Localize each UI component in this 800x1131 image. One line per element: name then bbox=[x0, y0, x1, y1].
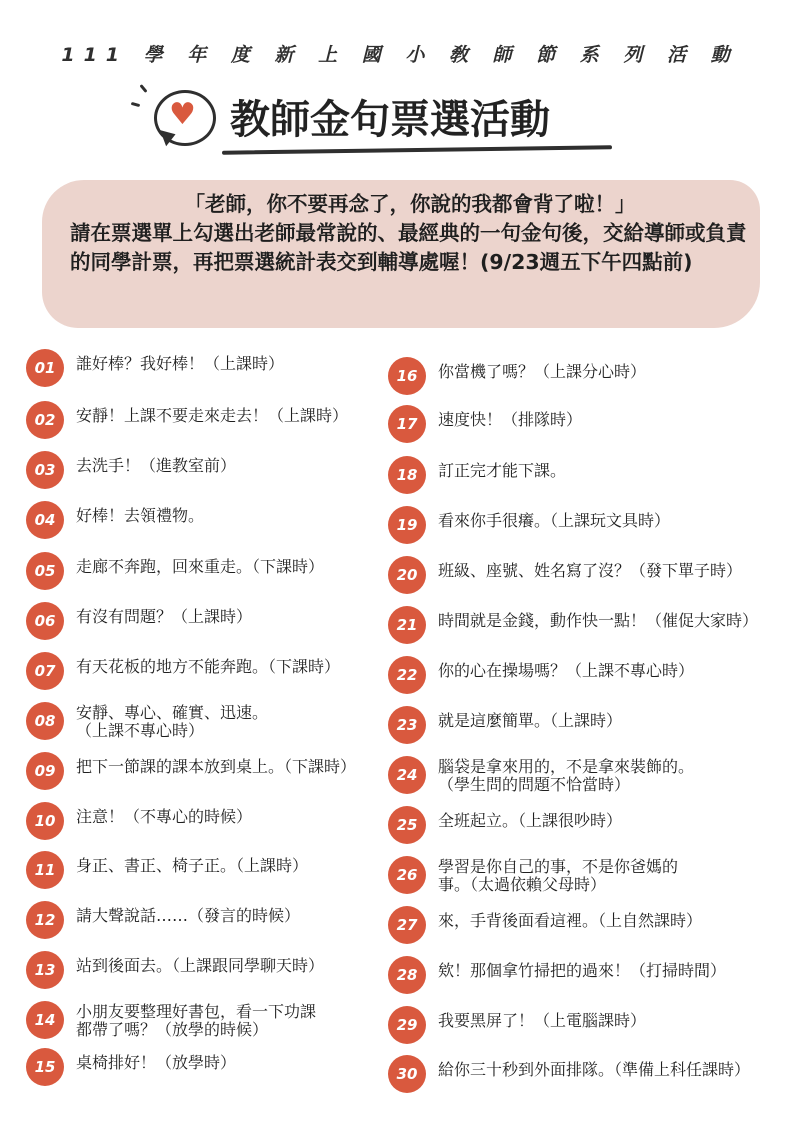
item-number-badge: 07 bbox=[26, 652, 64, 690]
quote-item bbox=[26, 447, 436, 495]
item-number-badge: 02 bbox=[26, 401, 64, 439]
item-text: 安靜！上課不要走來走去！（上課時） bbox=[76, 406, 349, 425]
quote-item bbox=[388, 852, 798, 900]
item-text: 全班起立。（上課很吵時） bbox=[438, 811, 623, 830]
intro-quote: 「老師，你不要再念了，你說的我都會背了啦！」 bbox=[184, 192, 636, 216]
quote-item bbox=[388, 452, 798, 500]
item-text: 身正、書正、椅子正。（上課時） bbox=[76, 856, 309, 875]
item-number-badge: 01 bbox=[26, 349, 64, 387]
item-number-badge: 11 bbox=[26, 851, 64, 889]
quote-item bbox=[388, 1051, 798, 1099]
quote-item bbox=[388, 652, 798, 700]
item-text: 就是這麼簡單。（上課時） bbox=[438, 711, 623, 730]
item-text: 速度快！（排隊時） bbox=[438, 410, 583, 429]
item-text: 注意！（不專心的時候） bbox=[76, 807, 253, 826]
title-block bbox=[140, 82, 630, 162]
speech-bubble-tail bbox=[156, 130, 175, 148]
item-text: 時間就是金錢，動作快一點！（催促大家時） bbox=[438, 611, 759, 630]
heart-icon: ♥ bbox=[169, 97, 196, 132]
quote-item bbox=[388, 602, 798, 650]
item-number-badge: 10 bbox=[26, 802, 64, 840]
quote-item bbox=[388, 952, 798, 1000]
intro-instruction: 請在票選單上勾選出老師最常說的、最經典的一句金句後，交給導師或負責的同學計票，再把票選統計表交到輔導處喔！(9/23週五下午四點前) bbox=[70, 221, 747, 274]
item-text: 小朋友要整理好書包，看一下功課 都帶了嗎？（放學的時候） bbox=[76, 1002, 317, 1039]
item-text: 站到後面去。（上課跟同學聊天時） bbox=[76, 956, 325, 975]
item-number-badge: 25 bbox=[388, 806, 426, 844]
page-title: 教師金句票選活動 bbox=[230, 97, 550, 143]
event-series-line: 111 學 年 度 新 上 國 小 敎 師 節 系 列 活 動 bbox=[61, 44, 739, 66]
spark-decoration bbox=[139, 84, 147, 93]
item-text: 誰好棒？我好棒！（上課時） bbox=[76, 354, 285, 373]
item-number-badge: 24 bbox=[388, 756, 426, 794]
item-text: 訂正完才能下課。 bbox=[438, 461, 567, 480]
item-number-badge: 18 bbox=[388, 456, 426, 494]
quote-item bbox=[26, 648, 436, 696]
item-number-badge: 15 bbox=[26, 1048, 64, 1086]
item-number-badge: 03 bbox=[26, 451, 64, 489]
item-text: 欸！那個拿竹掃把的過來！（打掃時間） bbox=[438, 961, 727, 980]
quote-item bbox=[26, 847, 436, 895]
quote-item bbox=[26, 497, 436, 545]
quote-item bbox=[388, 1002, 798, 1050]
quote-item bbox=[26, 798, 436, 846]
item-text: 走廊不奔跑，回來重走。（下課時） bbox=[76, 557, 325, 576]
quote-item bbox=[388, 401, 798, 449]
item-number-badge: 08 bbox=[26, 702, 64, 740]
item-number-badge: 29 bbox=[388, 1006, 426, 1044]
item-number-badge: 30 bbox=[388, 1055, 426, 1093]
quote-item bbox=[388, 353, 798, 401]
quote-item bbox=[388, 902, 798, 950]
item-number-badge: 20 bbox=[388, 556, 426, 594]
item-number-badge: 17 bbox=[388, 405, 426, 443]
item-number-badge: 21 bbox=[388, 606, 426, 644]
item-text: 請大聲說話……（發言的時候） bbox=[76, 906, 301, 925]
item-number-badge: 13 bbox=[26, 951, 64, 989]
item-number-badge: 12 bbox=[26, 901, 64, 939]
quote-item bbox=[26, 1044, 436, 1092]
title-underline bbox=[222, 145, 612, 154]
item-number-badge: 28 bbox=[388, 956, 426, 994]
item-number-badge: 06 bbox=[26, 602, 64, 640]
quote-item bbox=[26, 897, 436, 945]
quote-item bbox=[26, 548, 436, 596]
item-number-badge: 22 bbox=[388, 656, 426, 694]
item-number-badge: 19 bbox=[388, 506, 426, 544]
item-text: 你當機了嗎？（上課分心時） bbox=[438, 362, 647, 381]
quote-item bbox=[388, 752, 798, 800]
item-text: 腦袋是拿來用的，不是拿來裝飾的。 （學生問的問題不恰當時） bbox=[438, 757, 695, 794]
quote-item bbox=[26, 345, 436, 393]
item-number-badge: 26 bbox=[388, 856, 426, 894]
item-text: 好棒！去領禮物。 bbox=[76, 506, 205, 525]
item-text: 學習是你自己的事，不是你爸媽的 事。（太過依賴父母時） bbox=[438, 857, 679, 894]
intro-text bbox=[70, 190, 750, 277]
item-number-badge: 05 bbox=[26, 552, 64, 590]
item-text: 有天花板的地方不能奔跑。（下課時） bbox=[76, 657, 341, 676]
item-number-badge: 09 bbox=[26, 752, 64, 790]
spark-decoration bbox=[131, 102, 140, 107]
quote-item bbox=[26, 397, 436, 445]
item-text: 班級、座號、姓名寫了沒？（發下單子時） bbox=[438, 561, 743, 580]
item-text: 我要黑屏了！（上電腦課時） bbox=[438, 1011, 647, 1030]
item-number-badge: 14 bbox=[26, 1001, 64, 1039]
item-text: 有沒有問題？（上課時） bbox=[76, 607, 253, 626]
quote-item bbox=[388, 802, 798, 850]
quote-item bbox=[26, 698, 436, 746]
quote-item bbox=[26, 947, 436, 995]
item-text: 給你三十秒到外面排隊。（準備上科任課時） bbox=[438, 1060, 751, 1079]
item-number-badge: 27 bbox=[388, 906, 426, 944]
item-text: 桌椅排好！（放學時） bbox=[76, 1053, 237, 1072]
item-number-badge: 23 bbox=[388, 706, 426, 744]
item-text: 去洗手！（進教室前） bbox=[76, 456, 237, 475]
item-number-badge: 16 bbox=[388, 357, 426, 395]
item-text: 安靜、專心、確實、迅速。 （上課不專心時） bbox=[76, 703, 269, 740]
quote-item bbox=[388, 552, 798, 600]
item-text: 把下一節課的課本放到桌上。（下課時） bbox=[76, 757, 357, 776]
item-text: 看來你手很癢。（上課玩文具時） bbox=[438, 511, 671, 530]
quote-item bbox=[26, 748, 436, 796]
item-text: 你的心在操場嗎？（上課不專心時） bbox=[438, 661, 695, 680]
quote-item bbox=[26, 598, 436, 646]
quote-item bbox=[388, 502, 798, 550]
item-text: 來，手背後面看這裡。（上自然課時） bbox=[438, 911, 703, 930]
item-number-badge: 04 bbox=[26, 501, 64, 539]
quote-item bbox=[388, 702, 798, 750]
quote-item bbox=[26, 997, 436, 1045]
